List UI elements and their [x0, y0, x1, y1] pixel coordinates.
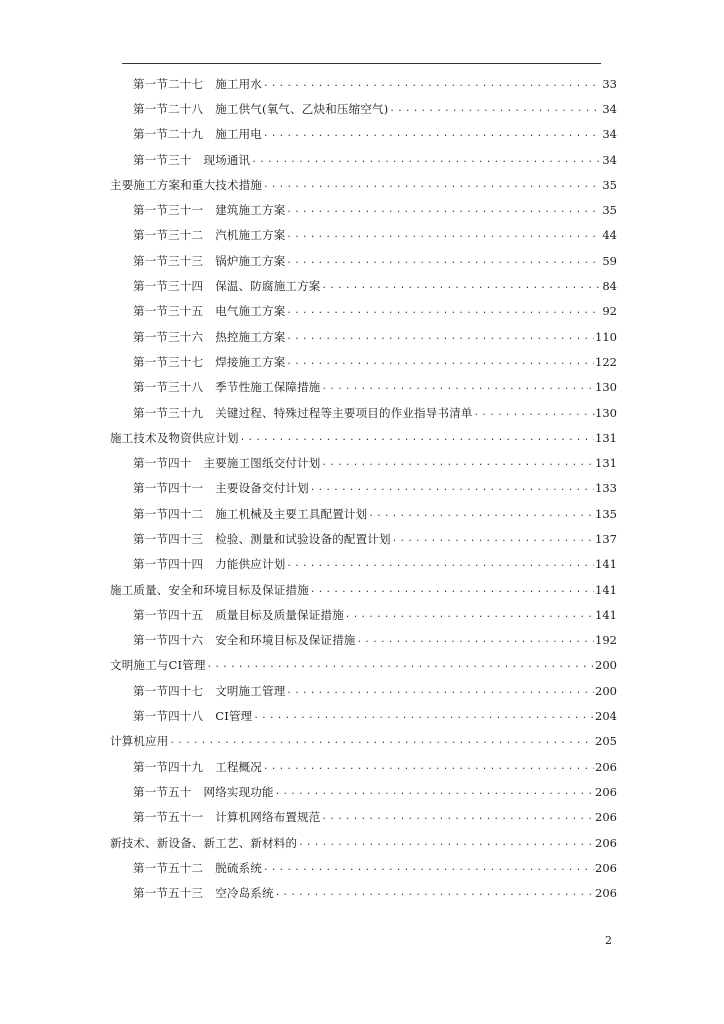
dot-leader — [286, 205, 601, 215]
toc-entry-label — [110, 177, 262, 193]
toc-section-number: 第一节四十一 — [133, 481, 204, 496]
toc-entry-title: 施工供气(氧气、乙炔和压缩空气) — [215, 101, 389, 116]
toc-page-ref: 34 — [602, 152, 617, 167]
dot-leader — [389, 104, 601, 114]
toc-entry-title: 主要施工图纸交付计划 — [203, 456, 321, 471]
toc-entry-label — [133, 809, 321, 825]
toc-entry-title: 关键过程、特殊过程等主要项目的作业指导书清单 — [215, 405, 473, 420]
toc-section-number: 第一节五十三 — [133, 886, 204, 901]
toc-entry-title: 工程概况 — [215, 759, 263, 774]
toc-entry-label — [133, 329, 285, 345]
toc-entry-title: 施工用电 — [215, 127, 263, 142]
dot-leader — [275, 888, 594, 898]
toc-page-ref: 206 — [595, 860, 617, 875]
toc-entry-label — [133, 126, 262, 142]
toc-chapter-entry[interactable] — [0, 653, 617, 678]
toc-section-number: 第一节四十八 — [133, 709, 204, 724]
toc-section-entry[interactable] — [0, 628, 617, 653]
toc-chapter-entry[interactable] — [0, 830, 617, 855]
toc-section-entry[interactable] — [0, 602, 617, 627]
dot-leader — [357, 635, 594, 645]
toc-entry-label — [133, 607, 344, 623]
dot-leader — [322, 281, 602, 291]
toc-section-entry[interactable] — [0, 526, 617, 551]
dot-leader — [253, 711, 594, 721]
toc-section-entry[interactable] — [0, 96, 617, 121]
toc-page-ref: 135 — [595, 506, 617, 521]
toc-section-number: 第一节三十四 — [133, 279, 204, 294]
toc-entry-label — [133, 278, 321, 294]
toc-entry-title: 网络实现功能 — [203, 784, 274, 799]
toc-section-number: 第一节二十七 — [133, 76, 204, 91]
dot-leader — [286, 230, 601, 240]
toc-entry-title: 汽机施工方案 — [215, 228, 286, 243]
toc-entry-label — [110, 733, 169, 749]
dot-leader — [240, 433, 594, 443]
toc-entry-label — [133, 531, 391, 547]
toc-page-ref: 206 — [595, 784, 617, 799]
toc-section-entry[interactable] — [0, 855, 617, 880]
toc-section-entry[interactable] — [0, 223, 617, 248]
toc-page-ref: 59 — [602, 253, 617, 268]
dot-leader — [298, 838, 594, 848]
dot-leader — [474, 408, 594, 418]
toc-entry-label — [133, 101, 388, 117]
toc-page-ref: 192 — [595, 633, 617, 648]
toc-section-number: 第一节三十八 — [133, 380, 204, 395]
toc-entry-label — [110, 430, 239, 446]
toc-entry-title: 主要设备交付计划 — [215, 481, 309, 496]
toc-section-entry[interactable] — [0, 248, 617, 273]
toc-entry-label — [133, 152, 250, 168]
toc-section-number: 第一节四十九 — [133, 759, 204, 774]
toc-entry-label — [133, 354, 285, 370]
toc-entry-title: 空冷岛系统 — [215, 886, 274, 901]
toc-section-number: 第一节五十一 — [133, 810, 204, 825]
dot-leader — [345, 610, 594, 620]
toc-entry-title: 施工用水 — [215, 76, 263, 91]
toc-entry-title: 安全和环境目标及保证措施 — [215, 633, 356, 648]
dot-leader — [263, 863, 594, 873]
toc-entry-title: 检验、测量和试验设备的配置计划 — [215, 531, 391, 546]
toc-page-ref: 206 — [595, 759, 617, 774]
toc-page-ref: 131 — [595, 456, 617, 471]
header-rule — [122, 63, 601, 64]
toc-page-ref: 35 — [602, 203, 617, 218]
toc-section-entry[interactable] — [0, 881, 617, 906]
toc-section-entry[interactable] — [0, 805, 617, 830]
toc-entry-title: 计算机应用 — [110, 734, 169, 749]
dot-leader — [286, 332, 594, 342]
dot-leader — [322, 458, 595, 468]
toc-section-number: 第一节三十五 — [133, 304, 204, 319]
toc-page-ref: 206 — [595, 835, 617, 850]
dot-leader — [310, 585, 594, 595]
toc-entry-label — [133, 784, 274, 800]
toc-entry-label — [133, 455, 321, 471]
toc-page-ref: 131 — [595, 430, 617, 445]
toc-entry-label — [133, 76, 262, 92]
toc-entry-title: 保温、防腐施工方案 — [215, 279, 321, 294]
toc-entry-label — [133, 405, 473, 421]
toc-chapter-entry[interactable] — [0, 577, 617, 602]
toc-page-ref: 204 — [595, 709, 617, 724]
toc-entry-title: 热控施工方案 — [215, 329, 286, 344]
toc-section-entry[interactable] — [0, 678, 617, 703]
toc-section-number: 第一节三十七 — [133, 354, 204, 369]
toc-section-number: 第一节五十二 — [133, 860, 204, 875]
toc-section-entry[interactable] — [0, 273, 617, 298]
toc-section-entry[interactable] — [0, 197, 617, 222]
toc-section-entry[interactable] — [0, 375, 617, 400]
toc-section-number: 第一节三十二 — [133, 228, 204, 243]
dot-leader — [368, 509, 594, 519]
toc-entry-label — [110, 835, 297, 851]
toc-entry-title: 季节性施工保障措施 — [215, 380, 321, 395]
toc-section-number: 第一节三十三 — [133, 253, 204, 268]
toc-entry-title: 文明施工管理 — [215, 683, 286, 698]
dot-leader — [322, 812, 595, 822]
toc-section-entry[interactable] — [0, 476, 617, 501]
dot-leader — [263, 79, 601, 89]
toc-section-number: 第一节三十一 — [133, 203, 204, 218]
toc-section-number: 第一节四十七 — [133, 683, 204, 698]
toc-page-ref: 92 — [602, 304, 617, 319]
dot-leader — [251, 155, 601, 165]
toc-entry-title: 质量目标及质量保证措施 — [215, 607, 344, 622]
toc-section-entry[interactable] — [0, 122, 617, 147]
toc-page-ref: 110 — [595, 329, 617, 344]
toc-section-entry[interactable] — [0, 71, 617, 96]
toc-section-number: 第一节三十六 — [133, 329, 204, 344]
toc-section-entry[interactable] — [0, 779, 617, 804]
toc-section-number: 第一节五十 — [133, 784, 192, 799]
toc-section-entry[interactable] — [0, 324, 617, 349]
toc-chapter-entry[interactable] — [0, 425, 617, 450]
toc-page-ref: 34 — [602, 101, 617, 116]
toc-entry-label — [133, 227, 285, 243]
toc-entry-title: 文明施工与CI管理 — [110, 658, 206, 673]
toc-page-ref: 133 — [595, 481, 617, 496]
toc-entry-title: 新技术、新设备、新工艺、新材料的 — [110, 835, 298, 850]
dot-leader — [286, 559, 594, 569]
toc-page-ref: 34 — [602, 127, 617, 142]
toc-section-entry[interactable] — [0, 147, 617, 172]
toc-entry-title: 力能供应计划 — [215, 557, 286, 572]
toc-section-number: 第一节三十 — [133, 152, 192, 167]
toc-section-number: 第一节四十六 — [133, 633, 204, 648]
toc-entry-title: 现场通讯 — [203, 152, 251, 167]
toc-entry-title: 脱硫系统 — [215, 860, 263, 875]
toc-section-entry[interactable] — [0, 501, 617, 526]
toc-page-ref: 137 — [595, 531, 617, 546]
toc-entry-label — [133, 480, 309, 496]
toc-entry-title: CI管理 — [215, 709, 253, 724]
toc-entry-title: 主要施工方案和重大技术措施 — [110, 177, 263, 192]
dot-leader — [207, 660, 594, 670]
toc-entry-label — [133, 759, 262, 775]
toc-section-number: 第一节四十五 — [133, 607, 204, 622]
toc-section-entry[interactable] — [0, 450, 617, 475]
toc-section-number: 第一节二十八 — [133, 101, 204, 116]
toc-entry-label — [133, 379, 321, 395]
toc-section-number: 第一节四十二 — [133, 506, 204, 521]
toc-page-ref: 205 — [595, 734, 617, 749]
dot-leader — [310, 483, 594, 493]
dot-leader — [286, 306, 601, 316]
toc-entry-title: 焊接施工方案 — [215, 354, 286, 369]
toc-page-ref: 206 — [595, 810, 617, 825]
toc-entry-label — [110, 582, 309, 598]
toc-entry-title: 施工技术及物资供应计划 — [110, 430, 239, 445]
dot-leader — [286, 256, 601, 266]
toc-page-ref: 200 — [595, 683, 617, 698]
toc-section-entry[interactable] — [0, 703, 617, 728]
toc-entry-label — [133, 303, 285, 319]
toc-entry-label — [133, 683, 285, 699]
toc-entry-label — [133, 632, 356, 648]
toc-section-entry[interactable] — [0, 349, 617, 374]
toc-chapter-entry[interactable] — [0, 729, 617, 754]
toc-page-ref: 33 — [602, 76, 617, 91]
toc-page-ref: 35 — [602, 177, 617, 192]
toc-page-ref: 200 — [595, 658, 617, 673]
toc-section-entry[interactable] — [0, 400, 617, 425]
dot-leader — [263, 762, 594, 772]
toc-entry-title: 计算机网络布置规范 — [215, 810, 321, 825]
toc-entry-label — [133, 253, 285, 269]
table-of-contents — [0, 71, 724, 906]
toc-page-ref: 130 — [595, 405, 617, 420]
toc-section-entry[interactable] — [0, 299, 617, 324]
toc-entry-label — [133, 885, 274, 901]
dot-leader — [263, 180, 601, 190]
toc-page-ref: 141 — [595, 557, 617, 572]
toc-page-ref: 84 — [602, 279, 617, 294]
toc-entry-title: 电气施工方案 — [215, 304, 286, 319]
toc-section-number: 第一节四十 — [133, 456, 192, 471]
toc-page-ref: 44 — [602, 228, 617, 243]
toc-section-number: 第一节四十三 — [133, 531, 204, 546]
toc-page-ref: 206 — [595, 886, 617, 901]
toc-entry-label — [133, 708, 252, 724]
toc-section-number: 第一节四十四 — [133, 557, 204, 572]
toc-section-number: 第一节二十九 — [133, 127, 204, 142]
dot-leader — [170, 736, 595, 746]
toc-page-ref: 141 — [595, 607, 617, 622]
dot-leader — [286, 357, 594, 367]
toc-entry-label — [133, 506, 367, 522]
dot-leader — [263, 129, 601, 139]
toc-section-entry[interactable] — [0, 754, 617, 779]
toc-section-entry[interactable] — [0, 552, 617, 577]
dot-leader — [275, 787, 594, 797]
toc-section-number: 第一节三十九 — [133, 405, 204, 420]
toc-entry-label — [133, 202, 285, 218]
toc-entry-label — [133, 860, 262, 876]
toc-entry-title: 施工机械及主要工具配置计划 — [215, 506, 368, 521]
toc-entry-label — [110, 657, 206, 673]
toc-entry-title: 建筑施工方案 — [215, 203, 286, 218]
dot-leader — [322, 382, 595, 392]
toc-entry-title: 施工质量、安全和环境目标及保证措施 — [110, 582, 309, 597]
toc-page-ref: 130 — [595, 380, 617, 395]
dot-leader — [392, 534, 594, 544]
toc-entry-title: 锅炉施工方案 — [215, 253, 286, 268]
page-number: 2 — [605, 934, 612, 947]
dot-leader — [286, 686, 594, 696]
toc-chapter-entry[interactable] — [0, 172, 617, 197]
toc-page-ref: 122 — [595, 354, 617, 369]
toc-entry-label — [133, 556, 285, 572]
toc-page-ref: 141 — [595, 582, 617, 597]
